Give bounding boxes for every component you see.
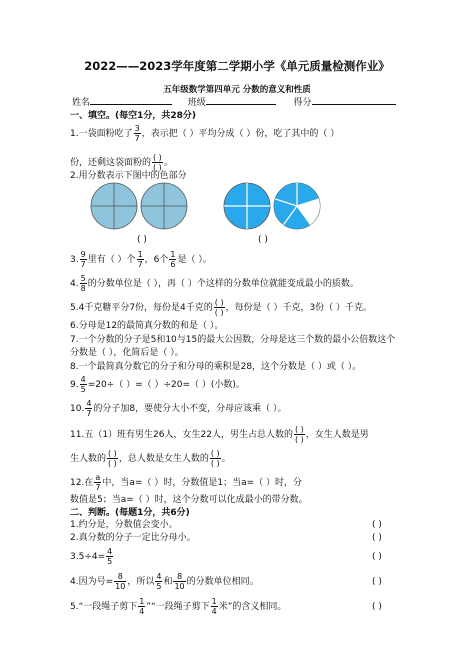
judge-question-3: 3.5÷4= $\frac{4}{5}$	[70, 547, 113, 566]
question-11-line-1: 11.五（1）班有男生26人，女生22人，男生占总人数的 $\frac{( )}{( )}$ ，女生人数是男	[70, 425, 369, 444]
pie-circle-1	[91, 183, 137, 229]
question-11-line-2: 生人数的 $\frac{( )}{( )}$ ，总人数是女生人数的 $\frac{( )}{( )}$ 。	[70, 449, 231, 468]
question-1-line-2: 份，还剩这袋面粉的 $\frac{( )}{( )}$ 。	[70, 153, 173, 172]
judge-answer-5[interactable]: ( )	[372, 602, 382, 612]
class-label: 班级	[187, 98, 206, 108]
question-6: 6.分母是12的最简真分数的和是（ ）。	[70, 321, 224, 331]
class-field[interactable]	[206, 95, 276, 105]
pie-answer-blank-1[interactable]: ( )	[137, 235, 147, 245]
question-5: 5.4千克糖平分7份，每份是4千克的 $\frac{( )}{( )}$ ，每份是（ ）千克，3份（ ）千克。	[70, 298, 373, 317]
question-9: 9. $\frac{4}{5}$ =20÷（ ）=（ ）÷20=（ ）(小数)。	[70, 375, 245, 394]
pie-answer-blank-2[interactable]: ( )	[258, 235, 268, 245]
judge-question-4: 4.因为号= $\frac{8}{10}$ ，所以 $\frac{4}{5}$ 和 $\frac{8}{10}$ 的分数单位相同。	[70, 572, 259, 591]
judge-answer-3[interactable]: ( )	[372, 552, 382, 562]
name-label: 姓名	[72, 98, 91, 108]
question-8: 8.一个最简真分数它的分子和分母的乘积是28，这个分数是（ ）或（ ）。	[70, 362, 362, 372]
score-field[interactable]	[312, 95, 396, 105]
question-12-line-1: 12.在 $\frac{a}{7}$ 中，当a=（ ）时，分数值是1；当a=（ ）时，分	[70, 473, 302, 492]
judge-answer-1[interactable]: ( )	[372, 520, 382, 530]
question-2: 2.用分数表示下图中的色部分	[70, 171, 187, 181]
fraction: $\frac{3}{7}$	[134, 124, 140, 143]
page-title: 2022——2023学年度第二学期小学《单元质量检测作业》	[84, 59, 390, 73]
pie-figures	[90, 182, 340, 234]
judge-question-5: 5.“一段绳子剪下 $\frac{1}{4}$ ”“一段绳子剪下 $\frac{1}{4}$ 米”的含义相同。	[70, 597, 287, 616]
section-1-heading: 一、填空。(每空1分，共28分)	[70, 111, 197, 121]
judge-question-2: 2.真分数的分子一定比分母小。	[70, 533, 196, 543]
question-10: 10. $\frac{4}{7}$ 的分子加8，要使分大小不变，分母应该乘（ ）。	[70, 399, 287, 418]
question-7-line-2: 分数是（ ），化简后是（ ）。	[70, 348, 184, 358]
judge-answer-4[interactable]: ( )	[372, 577, 382, 587]
pie-circle-2	[141, 183, 187, 229]
question-3: 3. $\frac{9}{7}$ 里有（ ）个 $\frac{1}{7}$ ，6个 $\frac{1}{6}$ 是（ ）。	[70, 250, 212, 269]
name-field[interactable]	[90, 95, 172, 105]
score-label: 得分	[293, 98, 312, 108]
pie-circle-3	[224, 183, 270, 229]
question-4: 4. $\frac{5}{8}$ 的分数单位是（ ），再（ ）个这样的分数单位就能变成最小的质数。	[70, 274, 359, 293]
page-subtitle: 五年级数学第四单元 分数的意义和性质	[163, 85, 311, 95]
info-row	[72, 95, 396, 109]
judge-answer-2[interactable]: ( )	[372, 533, 382, 543]
pie-circle-4	[274, 183, 320, 229]
question-7-line-1: 7.一个分数的分子是5和10与15的最大公因数，分母是这三个数的最小公倍数这个	[70, 335, 396, 345]
question-1-line-1: 1.一袋面粉吃了 $\frac{3}{7}$ ，表示把（ ）平均分成（ ）份，吃了其中的（ ）	[70, 124, 340, 143]
section-2-heading: 二、判断。(每题1分，共6分)	[70, 508, 190, 518]
fraction-blank: $\frac{( )}{( )}$	[153, 153, 162, 172]
question-12-line-2: 数值是5；当a=（ ）时，这个分数可以化成最小的带分数。	[70, 495, 308, 505]
judge-question-1: 1.约分是，分数值会变小。	[70, 520, 178, 530]
